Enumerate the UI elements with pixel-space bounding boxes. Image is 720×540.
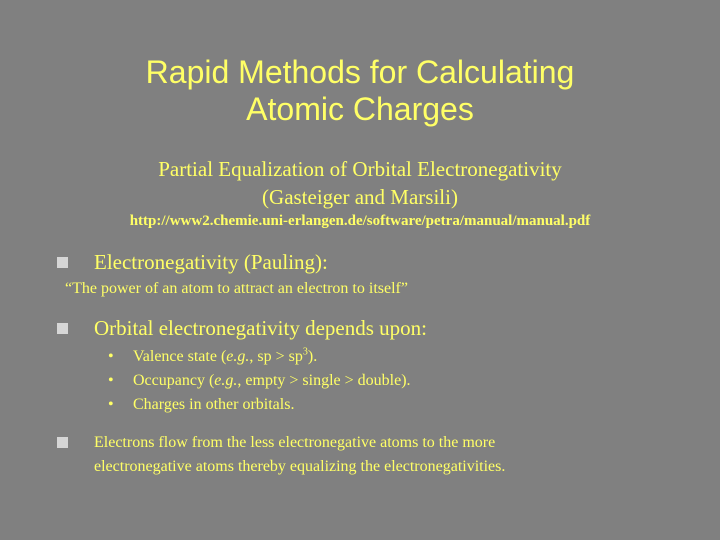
slide-title-line-2: Atomic Charges [246, 91, 474, 127]
square-bullet-icon [57, 437, 68, 448]
electron-flow-line-2: electronegative atoms thereby equalizing the electronegativities. [94, 458, 506, 475]
sub1-eg: e.g. [226, 348, 250, 365]
bullet-electron-flow [94, 431, 505, 479]
sub2-pre: Occupancy ( [133, 372, 215, 389]
sub-bullet-charges [108, 393, 411, 417]
sub1-post: , sp > sp [249, 348, 303, 365]
subtitle-line-2: (Gasteiger and Marsili) [262, 185, 458, 209]
dot-bullet-icon: • [108, 372, 114, 389]
sub1-pre: Valence state ( [133, 348, 227, 365]
dot-bullet-icon: • [108, 396, 114, 413]
sub-bullet-valence [108, 345, 411, 369]
sub1-superscript: 3 [302, 346, 308, 358]
slide-title-line-1: Rapid Methods for Calculating [145, 54, 575, 90]
slide-title [0, 54, 720, 128]
square-bullet-icon [57, 257, 68, 268]
bullet-electronegativity: Electronegativity (Pauling): [94, 250, 328, 274]
reference-url: http://www2.chemie.uni-erlangen.de/software/petra/manual/manual.pdf [129, 213, 591, 229]
sub2-eg: e.g. [214, 372, 238, 389]
sub1-end: ). [307, 348, 318, 365]
square-bullet-icon [57, 323, 68, 334]
sub-bullet-occupancy [108, 369, 411, 393]
slide-subtitle [0, 155, 720, 211]
electron-flow-line-1: Electrons flow from the less electronegative atoms to the more [94, 434, 496, 451]
dot-bullet-icon: • [108, 348, 114, 365]
sub-bullet-list [108, 345, 411, 417]
sub3-text: Charges in other orbitals. [133, 396, 295, 413]
sub2-post: , empty > single > double). [237, 372, 411, 389]
bullet-orbital-electronegativity: Orbital electronegativity depends upon: [94, 316, 427, 340]
subtitle-line-1: Partial Equalization of Orbital Electronegativity [158, 157, 562, 181]
pauling-quote: “The power of an atom to attract an electron to itself” [65, 280, 408, 297]
